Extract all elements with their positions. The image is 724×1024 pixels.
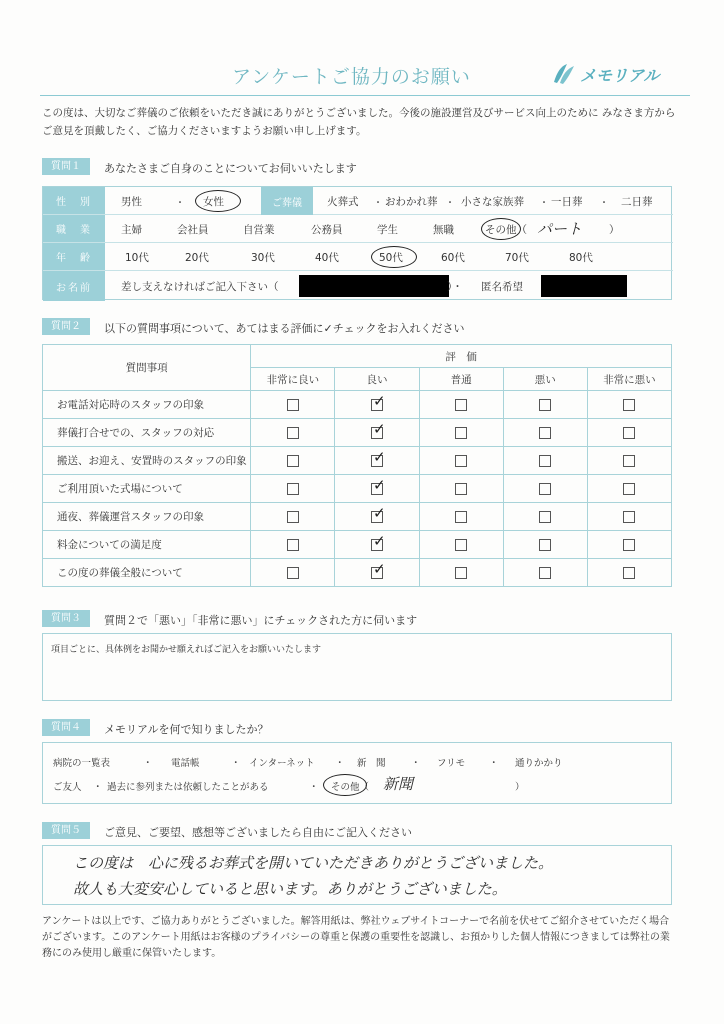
q3-text: 質問２で「悪い」「非常に悪い」にチェックされた方に伺います [104, 614, 418, 627]
age-row [43, 243, 673, 271]
column-header: 良い [335, 368, 419, 391]
selection-circle [371, 246, 417, 268]
rating-checkbox[interactable] [539, 455, 551, 467]
rating-checkbox[interactable] [371, 391, 386, 411]
age-option[interactable]: 60代 [441, 252, 465, 264]
rating-cell [251, 531, 335, 559]
rating-checkbox[interactable] [623, 567, 635, 579]
rating-cell [251, 419, 335, 447]
age-option[interactable]: 40代 [315, 252, 339, 264]
q2-label: 質問２ [42, 318, 90, 335]
source-option-other[interactable]: その他（ [331, 782, 370, 793]
rating-cell [419, 419, 503, 447]
age-option[interactable]: 70代 [505, 252, 529, 264]
rating-checkbox[interactable] [455, 539, 467, 551]
rating-cell [503, 531, 587, 559]
job-handwritten: パート [537, 220, 583, 238]
q1-text: あなたさまご自身のことについてお伺いいたします [104, 162, 357, 175]
q2-text: 以下の質問事項について、あてはまる評価に✓チェックをお入れください [104, 322, 465, 335]
rating-checkbox[interactable] [371, 419, 386, 439]
rating-cell [335, 531, 419, 559]
page-title: アンケートご協力のお願い [232, 66, 471, 88]
rating-checkbox[interactable] [455, 399, 467, 411]
job-option-other[interactable]: その他（ [485, 224, 527, 236]
rating-checkbox[interactable] [455, 427, 467, 439]
rating-checkbox[interactable] [287, 427, 299, 439]
rating-cell [587, 559, 671, 587]
source-option[interactable]: フリモ [437, 758, 466, 769]
funeral-option[interactable]: 一日葬 [551, 196, 583, 208]
check-mark-icon: ✓ [373, 391, 386, 410]
rating-cell [503, 391, 587, 419]
table-row [43, 475, 672, 503]
job-row [43, 215, 673, 243]
job-option[interactable]: 主婦 [121, 224, 142, 236]
rating-checkbox[interactable] [539, 399, 551, 411]
q5-handwritten-line1: この度は 心に残るお葬式を開いていただきありがとうございました。 [73, 854, 554, 872]
column-header: 普通 [419, 368, 503, 391]
rating-cell [419, 447, 503, 475]
rating-cell [587, 503, 671, 531]
rating-checkbox[interactable] [287, 483, 299, 495]
q3-instruction: 項目ごとに、具体例をお聞かせ願えればご記入をお願いいたします [51, 645, 322, 655]
age-option[interactable]: 80代 [569, 252, 593, 264]
rating-cell [587, 531, 671, 559]
selection-circle [481, 218, 521, 240]
job-close: ） [609, 224, 620, 236]
source-option[interactable]: 通りかかり [515, 758, 563, 769]
age-option[interactable]: 50代 [379, 252, 403, 264]
gender-male[interactable]: 男性 [121, 196, 142, 208]
rating-cell [419, 531, 503, 559]
rating-checkbox[interactable] [623, 427, 635, 439]
name-close: ）・ [447, 281, 463, 293]
table-row [43, 531, 672, 559]
rating-cell [503, 419, 587, 447]
q5-label: 質問５ [42, 822, 90, 839]
column-header: 悪い [503, 368, 587, 391]
rating-cell [335, 475, 419, 503]
rating-checkbox[interactable] [287, 399, 299, 411]
job-option[interactable]: 自営業 [243, 224, 275, 236]
age-option[interactable]: 30代 [251, 252, 275, 264]
rating-cell [587, 447, 671, 475]
question-header: 質問事項 [43, 345, 251, 391]
job-option[interactable]: 公務員 [311, 224, 343, 236]
rating-cell [335, 503, 419, 531]
column-header: 非常に悪い [587, 368, 671, 391]
rating-cell [251, 559, 335, 587]
logo-text: メモリアル [580, 65, 660, 85]
table-row [43, 419, 672, 447]
q3-answer-box[interactable] [42, 633, 672, 701]
source-option[interactable]: 新 聞 [357, 758, 386, 769]
rating-cell [503, 475, 587, 503]
rating-checkbox[interactable] [287, 539, 299, 551]
table-row [43, 559, 672, 587]
rating-cell [419, 559, 503, 587]
rating-checkbox[interactable] [371, 503, 386, 523]
source-option[interactable]: 病院の一覧表 [53, 758, 111, 769]
rating-table [42, 344, 672, 587]
q5-handwritten-line2: 故人も大変安心していると思います。ありがとうございました。 [73, 880, 507, 898]
job-option[interactable]: 学生 [377, 224, 398, 236]
rating-cell [503, 559, 587, 587]
age-option[interactable]: 20代 [185, 252, 209, 264]
rating-checkbox[interactable] [455, 483, 467, 495]
rating-cell [251, 475, 335, 503]
age-head: 年 齢 [43, 243, 105, 270]
check-mark-icon: ✓ [373, 419, 386, 438]
anonymous-label: 匿名希望 [481, 281, 523, 293]
rating-checkbox[interactable] [371, 447, 386, 467]
footer-note: アンケートは以上です、ご協力ありがとうございました。解答用紙は、弊社ウェブサイトコーナーで名前を伏せてご紹介させていただく場合がございます。このアンケート用紙はお客様のプライバシーの尊重と保護の重要性を認識し、お預かりした個人情報につきましては弊社の業務にのみ使用し厳重に保管いたします。 [42, 916, 670, 959]
rating-cell [419, 503, 503, 531]
rating-checkbox[interactable] [539, 567, 551, 579]
rating-checkbox[interactable] [539, 427, 551, 439]
check-mark-icon: ✓ [373, 447, 386, 466]
funeral-option[interactable]: 火葬式 [327, 196, 359, 208]
rating-cell [587, 391, 671, 419]
rating-checkbox[interactable] [287, 455, 299, 467]
rating-cell [419, 475, 503, 503]
question-cell: 通夜、葬儀運営スタッフの印象 [43, 503, 251, 531]
intro-text: この度は、大切なご葬儀のご依頼をいただき誠にありがとうございました。今後の施設運営及びサービス向上のために みなさま方からご意見を頂戴したく、ご協力くださいますようお願い申し上げます。 [42, 107, 676, 137]
redacted-anonymous [541, 275, 627, 297]
table-row [43, 391, 672, 419]
q1-label: 質問１ [42, 158, 90, 175]
column-header: 非常に良い [251, 368, 335, 391]
check-mark-icon: ✓ [373, 503, 386, 522]
leaf-logo-icon [551, 62, 577, 86]
source-option[interactable]: インターネット [249, 758, 315, 769]
rating-checkbox[interactable] [371, 531, 386, 551]
rating-cell [251, 447, 335, 475]
name-prompt: 差し支えなければご記入下さい（ [121, 281, 279, 293]
rating-cell [587, 475, 671, 503]
question-cell: ご利用頂いた式場について [43, 475, 251, 503]
rating-checkbox[interactable] [623, 399, 635, 411]
rating-checkbox[interactable] [287, 567, 299, 579]
redacted-name [299, 275, 449, 297]
rating-cell [251, 391, 335, 419]
question-cell: 料金についての満足度 [43, 531, 251, 559]
header-rule [40, 95, 690, 96]
rating-cell [419, 391, 503, 419]
rating-cell [503, 503, 587, 531]
funeral-head: ご葬儀 [261, 187, 313, 215]
rating-cell [335, 559, 419, 587]
rating-checkbox[interactable] [455, 567, 467, 579]
rating-checkbox[interactable] [455, 511, 467, 523]
rating-checkbox[interactable] [623, 483, 635, 495]
gender-female[interactable]: 女性 [203, 196, 224, 208]
selection-circle [323, 774, 370, 796]
funeral-option[interactable]: おわかれ葬 [385, 196, 438, 208]
question-cell: この度の葬儀全般について [43, 559, 251, 587]
q1-table [42, 186, 672, 300]
job-option[interactable]: 会社員 [177, 224, 209, 236]
question-cell: お電話対応時のスタッフの印象 [43, 391, 251, 419]
rating-checkbox[interactable] [623, 539, 635, 551]
source-option[interactable]: 過去に参列または依頼したことがある [107, 782, 269, 793]
rating-checkbox[interactable] [455, 455, 467, 467]
evaluation-header: 評 価 [251, 345, 672, 368]
age-option[interactable]: 10代 [125, 252, 149, 264]
rating-checkbox[interactable] [371, 559, 386, 579]
check-mark-icon: ✓ [373, 559, 386, 578]
rating-checkbox[interactable] [539, 483, 551, 495]
rating-cell [335, 391, 419, 419]
rating-checkbox[interactable] [371, 475, 386, 495]
rating-cell [335, 419, 419, 447]
q4-options-box: 病院の一覧表 ・ 電話帳 ・ インターネット ・ 新 聞 ・ フリモ ・ 通りかかり ご友人 ・ 過去に参列または依頼したことがある ・ その他（ 新聞 ） [42, 742, 672, 804]
rating-checkbox[interactable] [539, 511, 551, 523]
table-row [43, 503, 672, 531]
q4-handwritten: 新聞 [383, 775, 414, 793]
table-row [43, 447, 672, 475]
name-row [43, 271, 673, 301]
q3-label: 質問３ [42, 610, 90, 627]
rating-cell [503, 447, 587, 475]
q5-answer-box[interactable] [42, 845, 672, 905]
source-option[interactable]: ご友人 [53, 782, 82, 793]
source-option[interactable]: 電話帳 [171, 758, 200, 769]
rating-checkbox[interactable] [623, 511, 635, 523]
rating-cell [251, 503, 335, 531]
question-cell: 搬送、お迎え、安置時のスタッフの印象 [43, 447, 251, 475]
company-logo [551, 62, 659, 86]
q4-text: メモリアルを何で知りましたか？ [104, 723, 269, 736]
job-head: 職 業 [43, 215, 105, 242]
selection-circle [195, 190, 241, 212]
rating-checkbox[interactable] [539, 539, 551, 551]
question-cell: 葬儀打合せでの、スタッフの対応 [43, 419, 251, 447]
rating-checkbox[interactable] [623, 455, 635, 467]
funeral-option[interactable]: 小さな家族葬 [461, 196, 524, 208]
q5-text: ご意見、ご要望、感想等ございましたら自由にご記入ください [104, 826, 412, 839]
name-head: お名前 [43, 271, 105, 301]
q4-label: 質問４ [42, 719, 90, 736]
check-mark-icon: ✓ [373, 531, 386, 550]
rating-cell [335, 447, 419, 475]
funeral-option[interactable]: 二日葬 [621, 196, 653, 208]
job-option[interactable]: 無職 [433, 224, 454, 236]
gender-row: 性 別 男性 ・ 女性 ご葬儀 火葬式 ・ おわかれ葬 ・ 小さな家族葬 ・ 一日葬 ・ 二日葬 [43, 187, 673, 215]
rating-checkbox[interactable] [287, 511, 299, 523]
rating-cell [587, 419, 671, 447]
check-mark-icon: ✓ [373, 475, 386, 494]
gender-head: 性 別 [43, 187, 105, 214]
